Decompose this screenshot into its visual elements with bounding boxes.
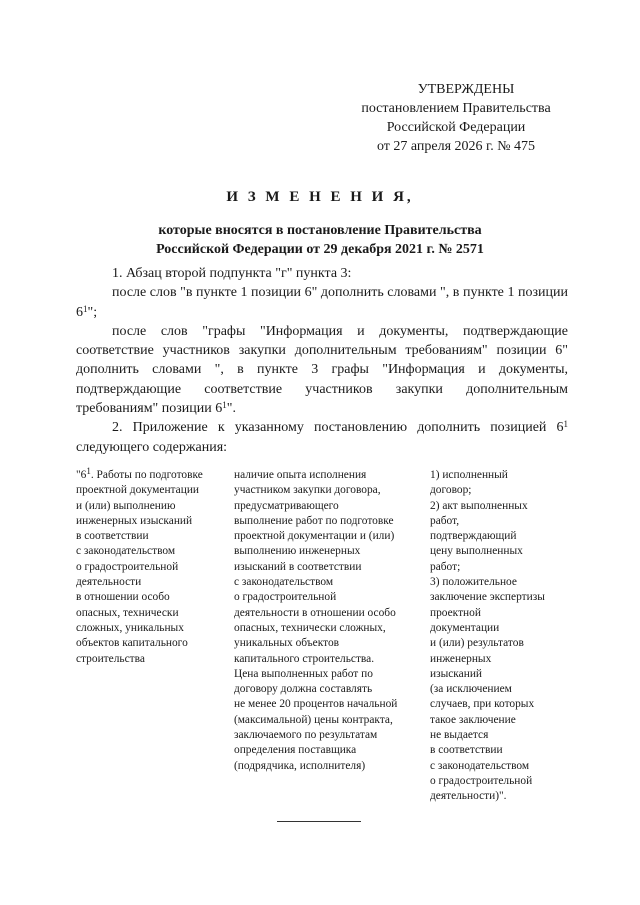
- paragraph-text: 1. Абзац второй подпункта "г" пункта 3:: [112, 266, 352, 281]
- paragraph-text: после слов "графы "Информация и документы, подтверждающие соответствие участников закупки дополнительным требованиям" позиции 6" дополнить словами ", в пункте 3 графы "Информация и документы, подтверждающие соответствие участников закупки дополнительным требованиям" позиции 6: [76, 323, 568, 417]
- table-cell-requirements: [234, 468, 426, 774]
- table-cell-work-type: [76, 468, 226, 667]
- superscript: 1: [222, 400, 227, 411]
- cell-text: . Работы по подготовке: [90, 469, 203, 481]
- cell-text: наличие опыта исполнения участником закупки договора, предусматривающего выполнение работ по подготовке проектной документации и (или) выполнению инженерных изысканий в соответствии с законодательством о градостроительной деятельности в отношении особо опасных, технически сложных, уникальных объектов капитального строительства. Цена выполненных работ по договору должна составлять не менее 20 процентов начальной (максимальной) цены контракта, заключаемого по результатам определения поставщика (подрядчика, исполнителя): [234, 469, 398, 772]
- document-subtitle: [0, 221, 640, 259]
- cell-text: 1) исполненный договор; 2) акт выполненных работ, подтверждающий цену выполненных работ; 3) положительное заключение экспертизы проектной документации и (или) результатов инженерных изысканий (за исключением случаев, при которых такое заключение не выдается в соответствии с законодательством о градостроительной деятельности)".: [430, 469, 545, 803]
- document-title: И З М Е Н Е Н И Я,: [226, 189, 414, 205]
- subtitle-line: которые вносятся в постановление Правительства: [158, 223, 482, 238]
- cell-text: "6: [76, 469, 87, 481]
- paragraph-text: 2. Приложение к указанному постановлению дополнить позицией 6: [112, 420, 564, 436]
- subtitle-line: Российской Федерации от 29 декабря 2021 г. № 2571: [156, 242, 484, 257]
- paragraph-text: после слов "в пункте 1 позиции 6" дополнить словами ", в пункте 1 позиции 6: [76, 285, 568, 320]
- paragraph-text: следующего содержания:: [76, 439, 228, 455]
- paragraph-text: ".: [226, 401, 236, 417]
- document-body: [76, 264, 568, 457]
- approval-stamp: [342, 80, 570, 156]
- cell-text: проектной документации и (или) выполнению инженерных изысканий в соответствии с законодательством о градостроительной деятельности в отношении особо опасных, технически сложных, уникальных объектов капитального строительства: [76, 484, 200, 665]
- paragraph: [76, 322, 568, 418]
- paragraph: [76, 418, 568, 457]
- approval-line: Российской Федерации: [386, 120, 526, 135]
- approval-line: постановлением Правительства: [361, 101, 551, 116]
- superscript: 1: [83, 303, 88, 314]
- superscript: 1: [563, 419, 568, 430]
- paragraph: [76, 283, 568, 322]
- table-cell-documents: [430, 468, 572, 805]
- document-heading: [0, 187, 640, 259]
- superscript: 1: [86, 466, 91, 476]
- approval-line: от 27 апреля 2026 г. № 475: [376, 139, 536, 154]
- approval-head: УТВЕРЖДЕНЫ: [417, 82, 515, 97]
- closing-rule: [277, 821, 361, 822]
- paragraph: [76, 264, 568, 283]
- paragraph-text: ";: [87, 304, 98, 320]
